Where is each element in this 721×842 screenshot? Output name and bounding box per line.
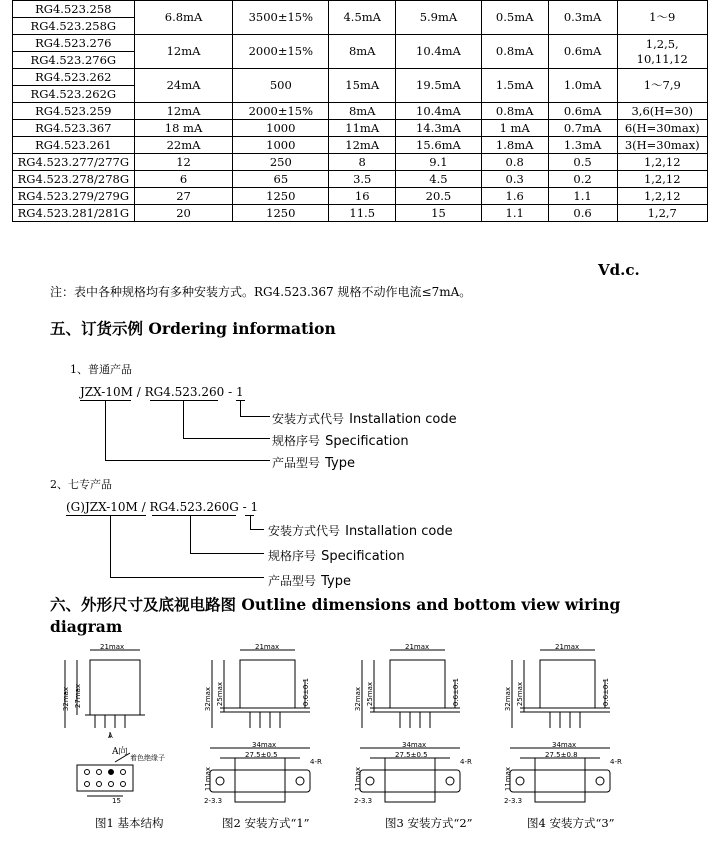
fig-h2: 25max	[216, 681, 225, 707]
value-cell: 15mA	[329, 69, 396, 103]
figure3-drawing	[350, 640, 490, 810]
value-cell: 12	[134, 154, 233, 171]
value-cell: 12mA	[329, 137, 396, 154]
table-row	[13, 205, 708, 222]
model-cell: RG4.523.262	[13, 69, 135, 86]
example2-code	[66, 500, 258, 514]
model-cell: RG4.523.258G	[13, 18, 135, 35]
value-cell: 8	[329, 154, 396, 171]
model-cell: RG4.523.276G	[13, 52, 135, 69]
value-cell: 4.5	[396, 171, 482, 188]
value-cell: 22mA	[134, 137, 233, 154]
model-cell: RG4.523.261	[13, 137, 135, 154]
value-cell: 1.1	[481, 205, 548, 222]
leader-line	[110, 515, 111, 577]
example1-code	[80, 385, 244, 399]
example2-code-type: (G)JZX-10M	[66, 500, 138, 514]
fig-slot: 2-3.3	[504, 797, 523, 805]
value-cell: 1.6	[481, 188, 548, 205]
example1-code-install: 1	[236, 385, 244, 399]
table-row	[13, 1, 708, 18]
value-cell: 1250	[233, 188, 329, 205]
example1-install-label: 安装方式代号 Installation code	[272, 412, 457, 427]
example2-code-install: 1	[250, 500, 259, 514]
leader-line	[105, 400, 106, 460]
value-cell: 4.5mA	[329, 1, 396, 35]
example2-label: 2、七专产品	[50, 478, 112, 491]
value-cell: 1250	[233, 205, 329, 222]
model-cell: RG4.523.281/281G	[13, 205, 135, 222]
table-row	[13, 35, 708, 52]
value-cell: 6	[134, 171, 233, 188]
spec-table-body	[13, 1, 708, 222]
fig-width: 21max	[405, 643, 430, 651]
leader-line	[190, 515, 191, 553]
table-row	[13, 120, 708, 137]
table-row	[13, 154, 708, 171]
example1-label: 1、普通产品	[70, 363, 132, 376]
value-cell: 1.3mA	[548, 137, 617, 154]
value-cell: 9.1	[396, 154, 482, 171]
fig-slot: 2-3.3	[204, 797, 223, 805]
fig1-h1: 32max	[62, 686, 71, 712]
fig-r: 4-R	[610, 758, 622, 766]
leader-line	[250, 515, 251, 529]
value-cell: 0.7mA	[548, 120, 617, 137]
figure2-drawing	[200, 640, 340, 810]
relay-body	[90, 660, 140, 715]
table-row	[13, 137, 708, 154]
fig1-bottom: 15	[112, 797, 121, 805]
value-cell: 6(H=30max)	[617, 120, 708, 137]
underline	[152, 515, 236, 516]
value-cell: 27	[134, 188, 233, 205]
value-cell: 0.5	[548, 154, 617, 171]
value-cell: 3.5	[329, 171, 396, 188]
figure-caption: 图4 安装方式“3”	[527, 816, 615, 830]
table-row	[13, 69, 708, 86]
fig-r: 4-R	[310, 758, 322, 766]
fig1-h2: 27max	[74, 683, 83, 709]
fig-width: 21max	[555, 643, 580, 651]
table-note: 注：表中各种规格均有多种安装方式。RG4.523.367 规格不动作电流≤7mA。	[50, 285, 472, 299]
section6-title: 六、外形尺寸及底视电路图 Outline dimensions and bottom view wiring diagram	[50, 595, 621, 636]
value-cell: 5.9mA	[396, 1, 482, 35]
value-cell: 1.8mA	[481, 137, 548, 154]
fig-w2: 34max	[252, 741, 277, 749]
value-cell: 3(H=30max)	[617, 137, 708, 154]
value-cell: 0.6mA	[548, 35, 617, 69]
figure1-caption: 图1 基本结构	[95, 816, 164, 830]
fig-h2: 25max	[366, 681, 375, 707]
example1-code-type: JZX-10M	[80, 385, 133, 399]
fig-h1: 32max	[204, 686, 213, 712]
fig-slot: 2-3.3	[354, 797, 373, 805]
fig-h2: 25max	[516, 681, 525, 707]
example2-code-dash: -	[242, 500, 247, 514]
fig-w3: 27.5±0.5	[395, 751, 428, 759]
value-cell: 1000	[233, 137, 329, 154]
value-cell: 0.8mA	[481, 103, 548, 120]
example2-spec-label: 规格序号 Specification	[268, 549, 405, 564]
underline	[66, 515, 146, 516]
value-cell: 0.5mA	[481, 1, 548, 35]
leader-line	[105, 460, 270, 461]
value-cell: 2000±15%	[233, 103, 329, 120]
value-cell: 500	[233, 69, 329, 103]
leader-line	[190, 553, 264, 554]
value-cell: 65	[233, 171, 329, 188]
value-cell: 1.1	[548, 188, 617, 205]
spec-table	[12, 0, 708, 222]
value-cell: 16	[329, 188, 396, 205]
fig-h1: 32max	[354, 686, 363, 712]
value-cell: 14.3mA	[396, 120, 482, 137]
fig-side: 11max	[504, 766, 513, 792]
example1-code-spec: RG4.523.260	[144, 385, 225, 399]
section5-title: 五、订货示例 Ordering information	[50, 319, 336, 338]
example2-type-label: 产品型号 Type	[268, 574, 351, 589]
value-cell: 20	[134, 205, 233, 222]
value-cell: 1.0mA	[548, 69, 617, 103]
table-row	[13, 103, 708, 120]
value-cell: 1～7,9	[617, 69, 708, 103]
value-cell: 12mA	[134, 35, 233, 69]
fig1-width: 21max	[100, 643, 125, 651]
fig1-mark: 着色绝缘子	[130, 754, 165, 762]
table-row	[13, 171, 708, 188]
fig-pin: 0.6±0.1	[602, 677, 611, 707]
example1-spec-label: 规格序号 Specification	[272, 434, 409, 449]
figure1-drawing	[55, 640, 175, 820]
model-cell: RG4.523.279/279G	[13, 188, 135, 205]
value-cell: 0.6mA	[548, 103, 617, 120]
leader-line	[110, 577, 264, 578]
value-cell: 1,2,12	[617, 188, 708, 205]
example2-code-spec: RG4.523.260G	[149, 500, 239, 514]
fig-pin: 0.6±0.1	[302, 677, 311, 707]
value-cell: 3500±15%	[233, 1, 329, 35]
value-cell: 20.5	[396, 188, 482, 205]
value-cell: 0.3	[481, 171, 548, 188]
leader-line	[240, 416, 270, 417]
value-cell: 1,2,5, 10,11,12	[617, 35, 708, 69]
fig-h1: 32max	[504, 686, 513, 712]
example1-code-sep: /	[136, 385, 141, 399]
figure4-drawing	[500, 640, 640, 810]
fig-side: 11max	[204, 766, 213, 792]
value-cell: 0.6	[548, 205, 617, 222]
value-cell: 15	[396, 205, 482, 222]
fig-w3: 27.5±0.5	[245, 751, 278, 759]
value-cell: 3,6(H=30)	[617, 103, 708, 120]
example1-code-dash: -	[228, 385, 233, 399]
value-cell: 1000	[233, 120, 329, 137]
fig-w2: 34max	[402, 741, 427, 749]
figure-caption: 图2 安装方式“1”	[222, 816, 310, 830]
fig-width: 21max	[255, 643, 280, 651]
value-cell: 1.5mA	[481, 69, 548, 103]
model-cell: RG4.523.262G	[13, 86, 135, 103]
fig-w3: 27.5±0.8	[545, 751, 578, 759]
value-cell: 18 mA	[134, 120, 233, 137]
unit-label: Vd.c.	[598, 261, 640, 279]
value-cell: 19.5mA	[396, 69, 482, 103]
model-cell: RG4.523.258	[13, 1, 135, 18]
model-cell: RG4.523.278/278G	[13, 171, 135, 188]
value-cell: 1,2,7	[617, 205, 708, 222]
leader-line	[183, 400, 184, 438]
leader-line	[250, 529, 264, 530]
fig-w2: 34max	[552, 741, 577, 749]
value-cell: 250	[233, 154, 329, 171]
value-cell: 1,2,12	[617, 154, 708, 171]
leader-line	[183, 438, 270, 439]
fig-r: 4-R	[460, 758, 472, 766]
example2-code-sep: /	[141, 500, 146, 514]
value-cell: 1 mA	[481, 120, 548, 137]
value-cell: 1～9	[617, 1, 708, 35]
value-cell: 2000±15%	[233, 35, 329, 69]
model-cell: RG4.523.277/277G	[13, 154, 135, 171]
fig-pin: 0.6±0.1	[452, 677, 461, 707]
value-cell: 0.8mA	[481, 35, 548, 69]
fig-side: 11max	[354, 766, 363, 792]
model-cell: RG4.523.276	[13, 35, 135, 52]
model-cell: RG4.523.367	[13, 120, 135, 137]
example2-install-label: 安装方式代号 Installation code	[268, 524, 453, 539]
value-cell: 8mA	[329, 103, 396, 120]
value-cell: 6.8mA	[134, 1, 233, 35]
value-cell: 10.4mA	[396, 103, 482, 120]
value-cell: 0.2	[548, 171, 617, 188]
table-row	[13, 188, 708, 205]
value-cell: 8mA	[329, 35, 396, 69]
fig1-arrow: A	[108, 732, 113, 740]
value-cell: 24mA	[134, 69, 233, 103]
model-cell: RG4.523.259	[13, 103, 135, 120]
value-cell: 12mA	[134, 103, 233, 120]
value-cell: 11mA	[329, 120, 396, 137]
value-cell: 15.6mA	[396, 137, 482, 154]
value-cell: 11.5	[329, 205, 396, 222]
value-cell: 0.8	[481, 154, 548, 171]
leader-line	[240, 400, 241, 416]
example1-type-label: 产品型号 Type	[272, 456, 355, 471]
figure-caption: 图3 安装方式“2”	[385, 816, 473, 830]
value-cell: 0.3mA	[548, 1, 617, 35]
fig1-view: A向	[112, 747, 128, 757]
underline	[150, 400, 218, 401]
value-cell: 1,2,12	[617, 171, 708, 188]
value-cell: 10.4mA	[396, 35, 482, 69]
